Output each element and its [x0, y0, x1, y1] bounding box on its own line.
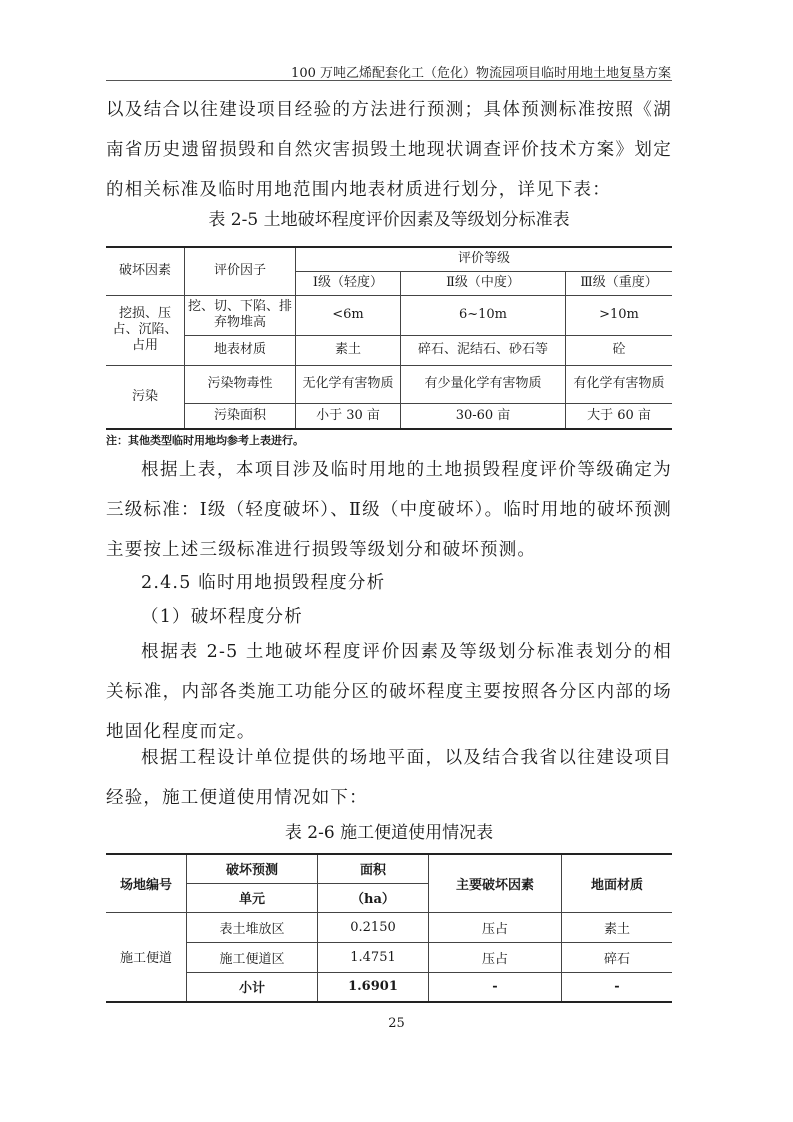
section-heading-2-4-5: 2.4.5 临时用地损毁程度分析 — [141, 573, 386, 593]
access-road-usage-table — [106, 853, 672, 1003]
cell-height-g3: >10m — [566, 295, 673, 335]
header-site-id: 场地编号 — [106, 854, 187, 912]
header-evaluation-grade: 评价等级 — [296, 247, 673, 271]
row2-unit: 施工便道区 — [187, 942, 318, 972]
header-area-line1: 面积 — [318, 854, 429, 883]
table-2-6-caption: 表 2-6 施工便道使用情况表 — [284, 823, 494, 843]
subtotal-cause: - — [429, 972, 562, 1002]
table-2-5-caption: 表 2-5 土地破坏程度评价因素及等级划分标准表 — [208, 210, 570, 230]
paragraph-grade-result: 根据上表，本项目涉及临时用地的土地损毁程度评价等级确定为三级标准：Ⅰ级（轻度破坏）、Ⅱ级（中度破坏）。临时用地的破坏预测主要按上述三级标准进行损毁等级划分和破坏预测。 — [106, 460, 672, 560]
paragraph-prediction-method: 以及结合以往建设项目经验的方法进行预测；具体预测标准按照《湖南省历史遗留损毁和自然灾害损毁土地现状调查评价技术方案》划定的相关标准及临时用地范围内地表材质进行划分，详见下表： — [106, 100, 672, 200]
header-grade-3: Ⅲ级（重度） — [566, 271, 673, 295]
cell-toxicity-g3: 有化学有害物质 — [566, 365, 673, 403]
subtotal-label: 小计 — [187, 972, 318, 1002]
row1-unit: 表土堆放区 — [187, 912, 318, 942]
row1-cause: 压占 — [429, 912, 562, 942]
cell-pollution-area-g1: 小于 30 亩 — [296, 403, 401, 429]
row2-area: 1.4751 — [318, 942, 429, 972]
header-grade-1: Ⅰ级（轻度） — [296, 271, 401, 295]
cell-material-g2: 碎石、泥结石、砂石等 — [401, 335, 566, 365]
header-area-line2: （ha） — [318, 883, 429, 912]
header-unit-line2: 单元 — [187, 883, 318, 912]
running-header: 100 万吨乙烯配套化工（危化）物流园项目临时用地土地复垦方案 — [291, 66, 671, 81]
header-main-cause: 主要破坏因素 — [429, 854, 562, 912]
header-rule — [106, 80, 672, 81]
paragraph-access-road: 根据工程设计单位提供的场地平面，以及结合我省以往建设项目经验，施工便道使用情况如下： — [106, 748, 672, 808]
subfactor-pollution-area: 污染面积 — [185, 403, 296, 429]
cell-toxicity-g2: 有少量化学有害物质 — [401, 365, 566, 403]
damage-grade-table — [106, 246, 672, 430]
cell-pollution-area-g3: 大于 60 亩 — [566, 403, 673, 429]
paragraph-zone-criteria: 根据表 2-5 土地破坏程度评价因素及等级划分标准表划分的相关标准，内部各类施工功能分区的破坏程度主要按照各分区内部的场地固化程度而定。 — [106, 642, 672, 742]
cell-pollution-area-g2: 30-60 亩 — [401, 403, 566, 429]
row2-cause: 压占 — [429, 942, 562, 972]
header-evaluation-factor: 评价因子 — [185, 247, 296, 295]
header-grade-2: Ⅱ级（中度） — [401, 271, 566, 295]
subfactor-toxicity: 污染物毒性 — [185, 365, 296, 403]
header-damage-factor: 破坏因素 — [106, 247, 185, 295]
cell-material-g1: 素土 — [296, 335, 401, 365]
subfactor-height: 挖、切、下陷、排弃物堆高 — [185, 295, 296, 335]
factor-excavation: 挖损、压占、沉陷、占用 — [106, 295, 185, 365]
row1-area: 0.2150 — [318, 912, 429, 942]
header-surface-material: 地面材质 — [562, 854, 673, 912]
table-note: 注：其他类型临时用地均参考上表进行。 — [106, 434, 304, 447]
subfactor-surface-material: 地表材质 — [185, 335, 296, 365]
cell-toxicity-g1: 无化学有害物质 — [296, 365, 401, 403]
row1-material: 素土 — [562, 912, 673, 942]
cell-material-g3: 砼 — [566, 335, 673, 365]
cell-height-g2: 6~10m — [401, 295, 566, 335]
subtotal-area: 1.6901 — [318, 972, 429, 1002]
site-access-road: 施工便道 — [106, 912, 187, 1002]
row2-material: 碎石 — [562, 942, 673, 972]
subtotal-material: - — [562, 972, 673, 1002]
factor-pollution: 污染 — [106, 365, 185, 429]
header-unit-line1: 破坏预测 — [187, 854, 318, 883]
subsection-heading-1: （1）破坏程度分析 — [141, 607, 303, 627]
cell-height-g1: <6m — [296, 295, 401, 335]
page-number: 25 — [388, 1016, 405, 1031]
